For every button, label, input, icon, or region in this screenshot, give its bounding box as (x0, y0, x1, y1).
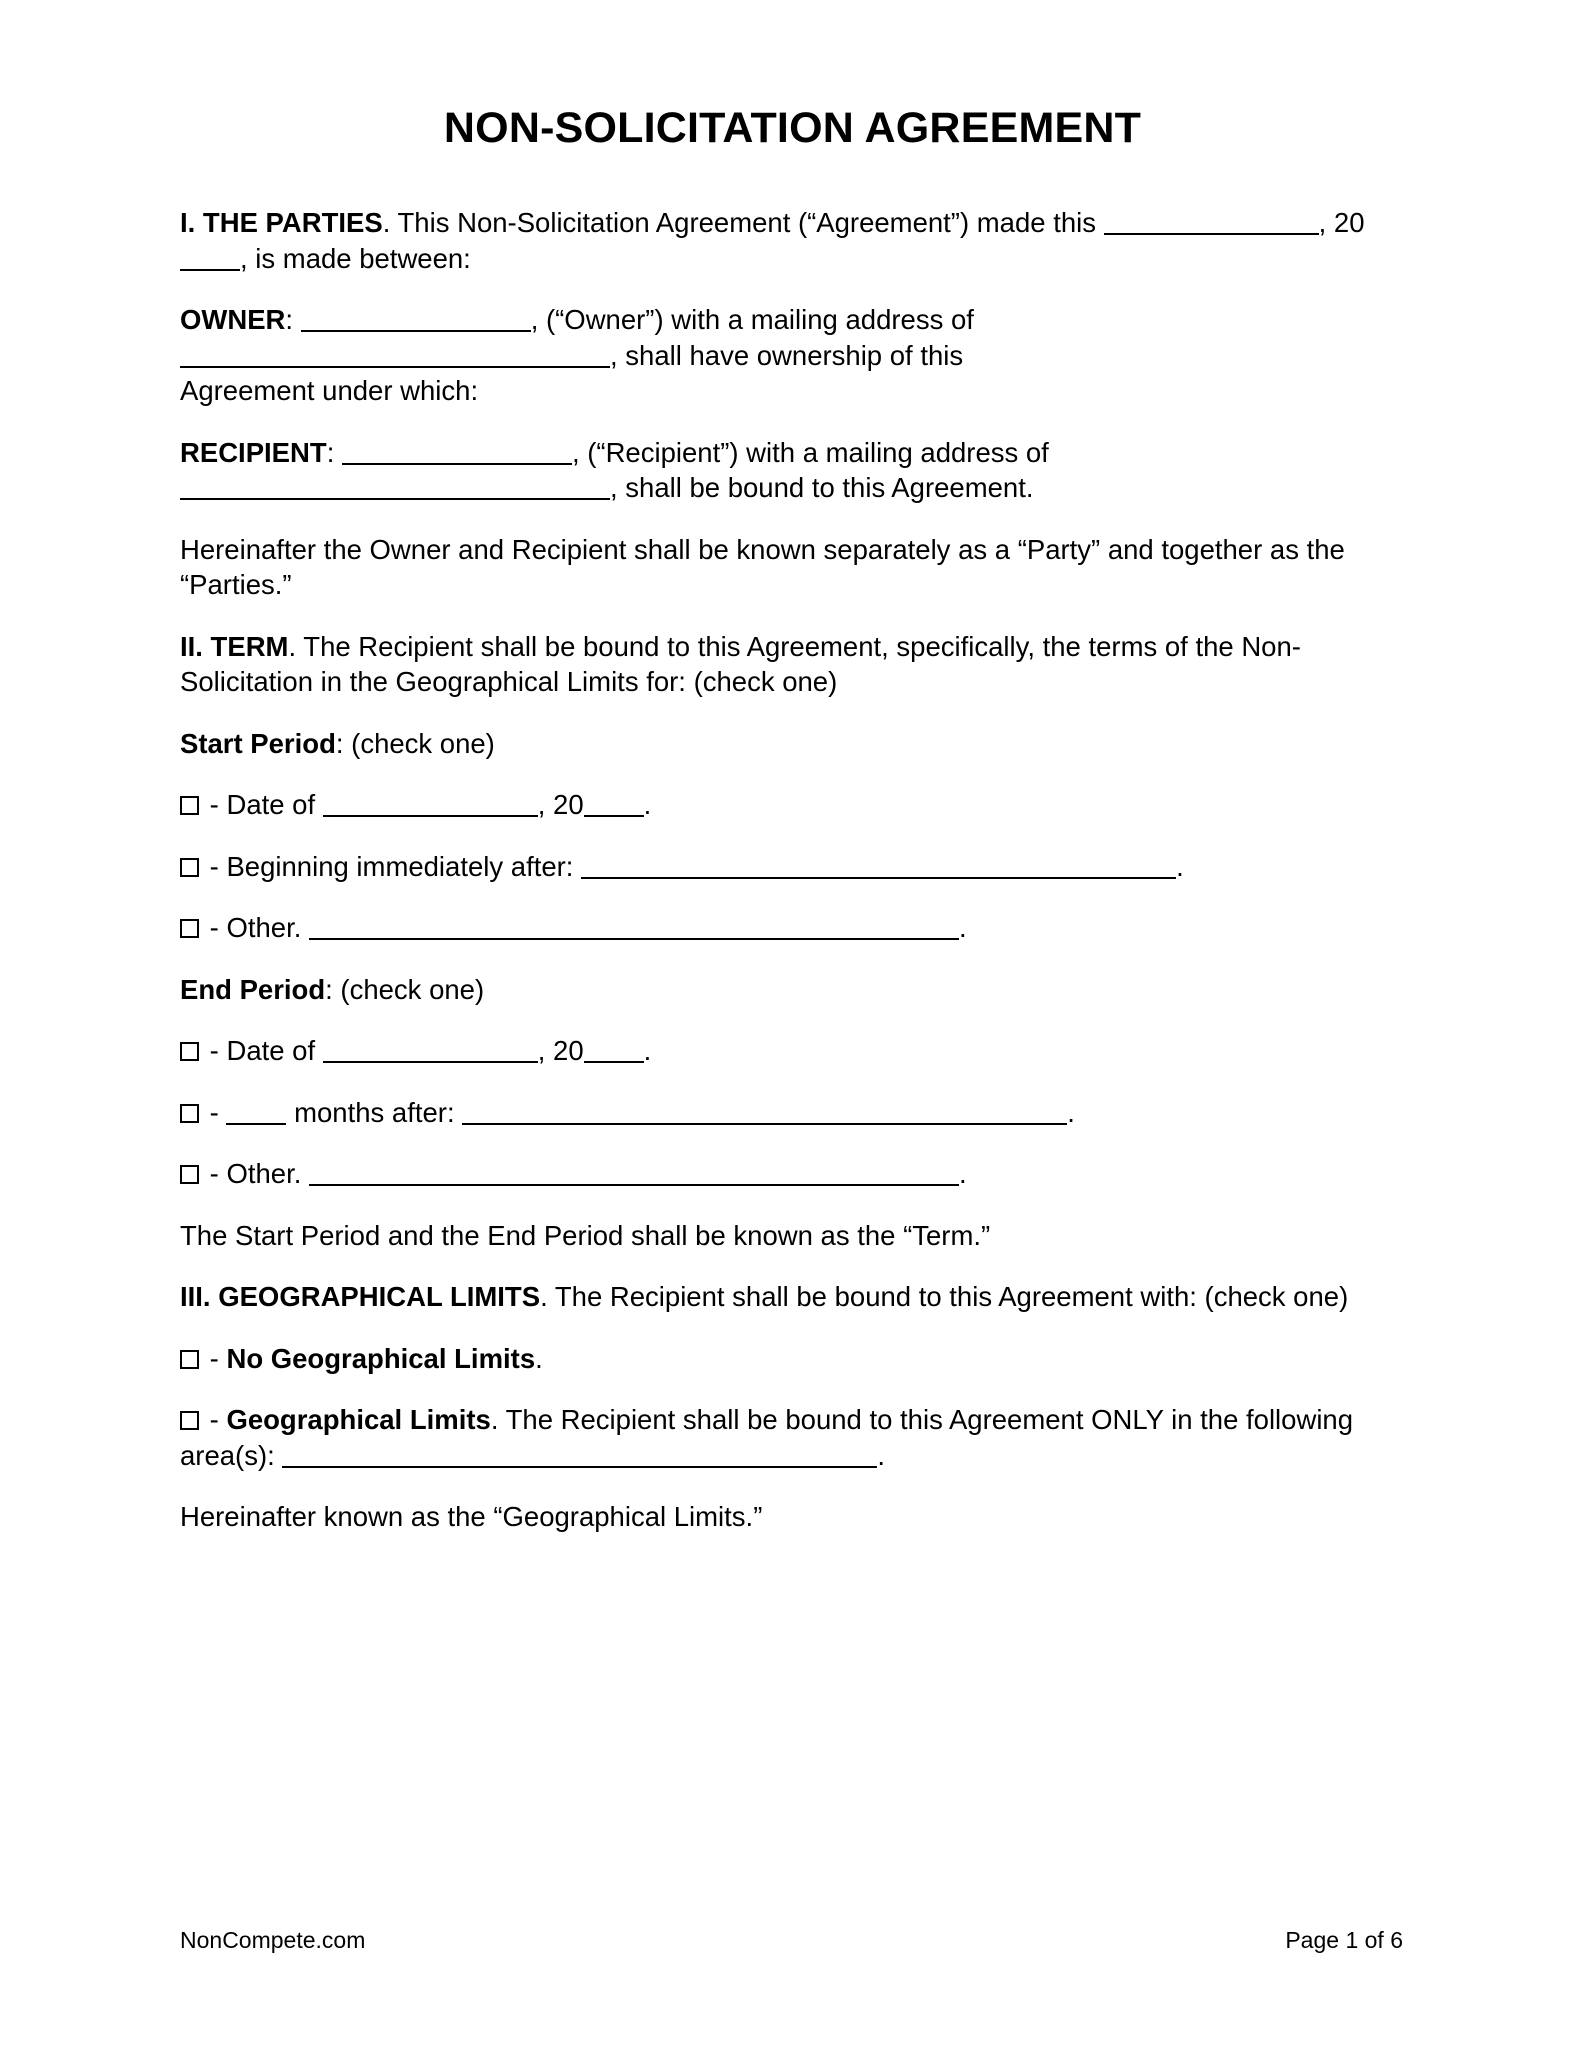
section-term-intro (180, 629, 1405, 700)
end-months-text: months after: (294, 1096, 455, 1128)
checkbox-end-months[interactable] (180, 1104, 199, 1123)
parties-date-blank[interactable] (1104, 211, 1319, 235)
geo-option-limits (180, 1402, 1405, 1473)
geo-none-dash: - (209, 1342, 219, 1374)
recipient-name-blank[interactable] (342, 441, 572, 465)
owner-label: OWNER (180, 304, 286, 336)
end-other-blank[interactable] (309, 1162, 959, 1186)
page-title: NON-SOLICITATION AGREEMENT (443, 104, 1142, 152)
geo-none-label: No Geographical Limits (226, 1342, 536, 1374)
recipient-block (180, 435, 1405, 506)
start-other-blank[interactable] (309, 916, 959, 940)
end-months-blank[interactable] (462, 1101, 1067, 1125)
end-other-dash: - (209, 1158, 219, 1190)
geo-body-text: . The Recipient shall be bound to this Agreement with: (check one) (540, 1281, 1349, 1313)
geo-limits-label: Geographical Limits (226, 1404, 491, 1436)
term-closing: The Start Period and the End Period shall be known as the “Term.” (180, 1219, 991, 1251)
parties-intro-text: . This Non-Solicitation Agreement (“Agreement”) made this (382, 207, 1096, 239)
owner-after-address-text: , shall have ownership of this (610, 339, 964, 371)
page-footer (180, 1925, 1403, 1955)
section-heading-term: II. TERM (180, 630, 289, 662)
end-date-blank[interactable] (323, 1039, 538, 1063)
parties-hereinafter: Hereinafter the Owner and Recipient shall be known separately as a “Party” and together as the “Parties.” (180, 533, 1345, 601)
start-date-text: Date of (226, 789, 316, 821)
start-date-year-blank[interactable] (584, 793, 644, 817)
geo-option-none (180, 1341, 1405, 1377)
parties-after-year-text: , is made between: (240, 242, 471, 274)
footer-site-name: NonCompete.com (180, 1927, 366, 1953)
owner-after-name-text: , (“Owner”) with a mailing address of (530, 304, 974, 336)
owner-colon: : (285, 304, 294, 336)
end-period-label: End Period (180, 973, 326, 1005)
section-geo-intro (180, 1279, 1405, 1315)
parties-year-blank[interactable] (180, 247, 240, 271)
start-immediately-text: Beginning immediately after: (226, 850, 574, 882)
footer-page-number: Page 1 of 6 (1285, 1927, 1403, 1953)
start-other-dash: - (209, 912, 219, 944)
document-body (180, 104, 1405, 1561)
end-date-dash: - (209, 1035, 219, 1067)
end-period-option-date (180, 1033, 1405, 1069)
owner-name-blank[interactable] (301, 308, 531, 332)
end-period-option-other (180, 1156, 1405, 1192)
start-immediately-after-text: . (1176, 850, 1184, 882)
end-date-mid-text: , 20 (537, 1035, 584, 1067)
start-immediately-blank[interactable] (581, 855, 1176, 879)
end-other-after-text: . (959, 1158, 967, 1190)
start-immediately-dash: - (209, 850, 219, 882)
geo-limits-after: . The Recipient shall be bound to this Agreement ONLY in the following area(s): (180, 1404, 1354, 1471)
end-date-after-text: . (643, 1035, 652, 1067)
end-period-suffix: : (check one) (325, 973, 485, 1005)
start-period-option-other (180, 910, 1405, 946)
geo-none-after: . (535, 1342, 543, 1374)
owner-block (180, 302, 1405, 409)
checkbox-end-other[interactable] (180, 1165, 199, 1184)
geo-limits-area-blank[interactable] (282, 1444, 877, 1468)
end-date-year-blank[interactable] (584, 1039, 644, 1063)
recipient-colon: : (326, 436, 335, 468)
checkbox-start-immediately[interactable] (180, 858, 199, 877)
start-date-after-text: . (643, 789, 652, 821)
geo-limits-dash: - (209, 1404, 219, 1436)
section-parties-intro (180, 205, 1405, 276)
end-period-option-months (180, 1095, 1405, 1131)
recipient-address-blank[interactable] (180, 476, 610, 500)
geo-limits-trailing: . (877, 1439, 886, 1471)
recipient-label: RECIPIENT (180, 436, 327, 468)
end-months-dash: - (209, 1096, 219, 1128)
owner-tail-text: Agreement under which: (180, 375, 479, 407)
start-other-text: Other. (226, 912, 302, 944)
end-months-after-text: . (1067, 1096, 1075, 1128)
section-heading-geo: III. GEOGRAPHICAL LIMITS (180, 1281, 541, 1313)
owner-address-blank[interactable] (180, 344, 610, 368)
parties-after-date-text: , 20 (1318, 207, 1365, 239)
start-date-mid-text: , 20 (537, 789, 584, 821)
recipient-after-name-text: , (“Recipient”) with a mailing address of (571, 436, 1049, 468)
start-date-dash: - (209, 789, 219, 821)
checkbox-end-date[interactable] (180, 1042, 199, 1061)
start-other-after-text: . (959, 912, 967, 944)
section-heading-parties: I. THE PARTIES (180, 207, 383, 239)
start-date-blank[interactable] (323, 793, 538, 817)
checkbox-start-other[interactable] (180, 919, 199, 938)
checkbox-geographical-limits[interactable] (180, 1411, 199, 1430)
checkbox-no-geographical-limits[interactable] (180, 1350, 199, 1369)
geo-closing: Hereinafter known as the “Geographical Limits.” (180, 1501, 763, 1533)
term-body-text: . The Recipient shall be bound to this Agreement, specifically, the terms of the Non-Solicitation in the Geographical Limits for: (check one) (180, 630, 1301, 698)
end-period-label-row (180, 972, 1405, 1008)
end-months-count-blank[interactable] (226, 1101, 286, 1125)
start-period-label: Start Period (180, 727, 336, 759)
recipient-after-address-text: , shall be bound to this Agreement. (610, 472, 1034, 504)
start-period-label-row (180, 726, 1405, 762)
start-period-option-immediately (180, 849, 1405, 885)
end-other-text: Other. (226, 1158, 302, 1190)
start-period-option-date (180, 787, 1405, 823)
end-date-text: Date of (226, 1035, 316, 1067)
checkbox-start-date[interactable] (180, 796, 199, 815)
start-period-suffix: : (check one) (335, 727, 495, 759)
